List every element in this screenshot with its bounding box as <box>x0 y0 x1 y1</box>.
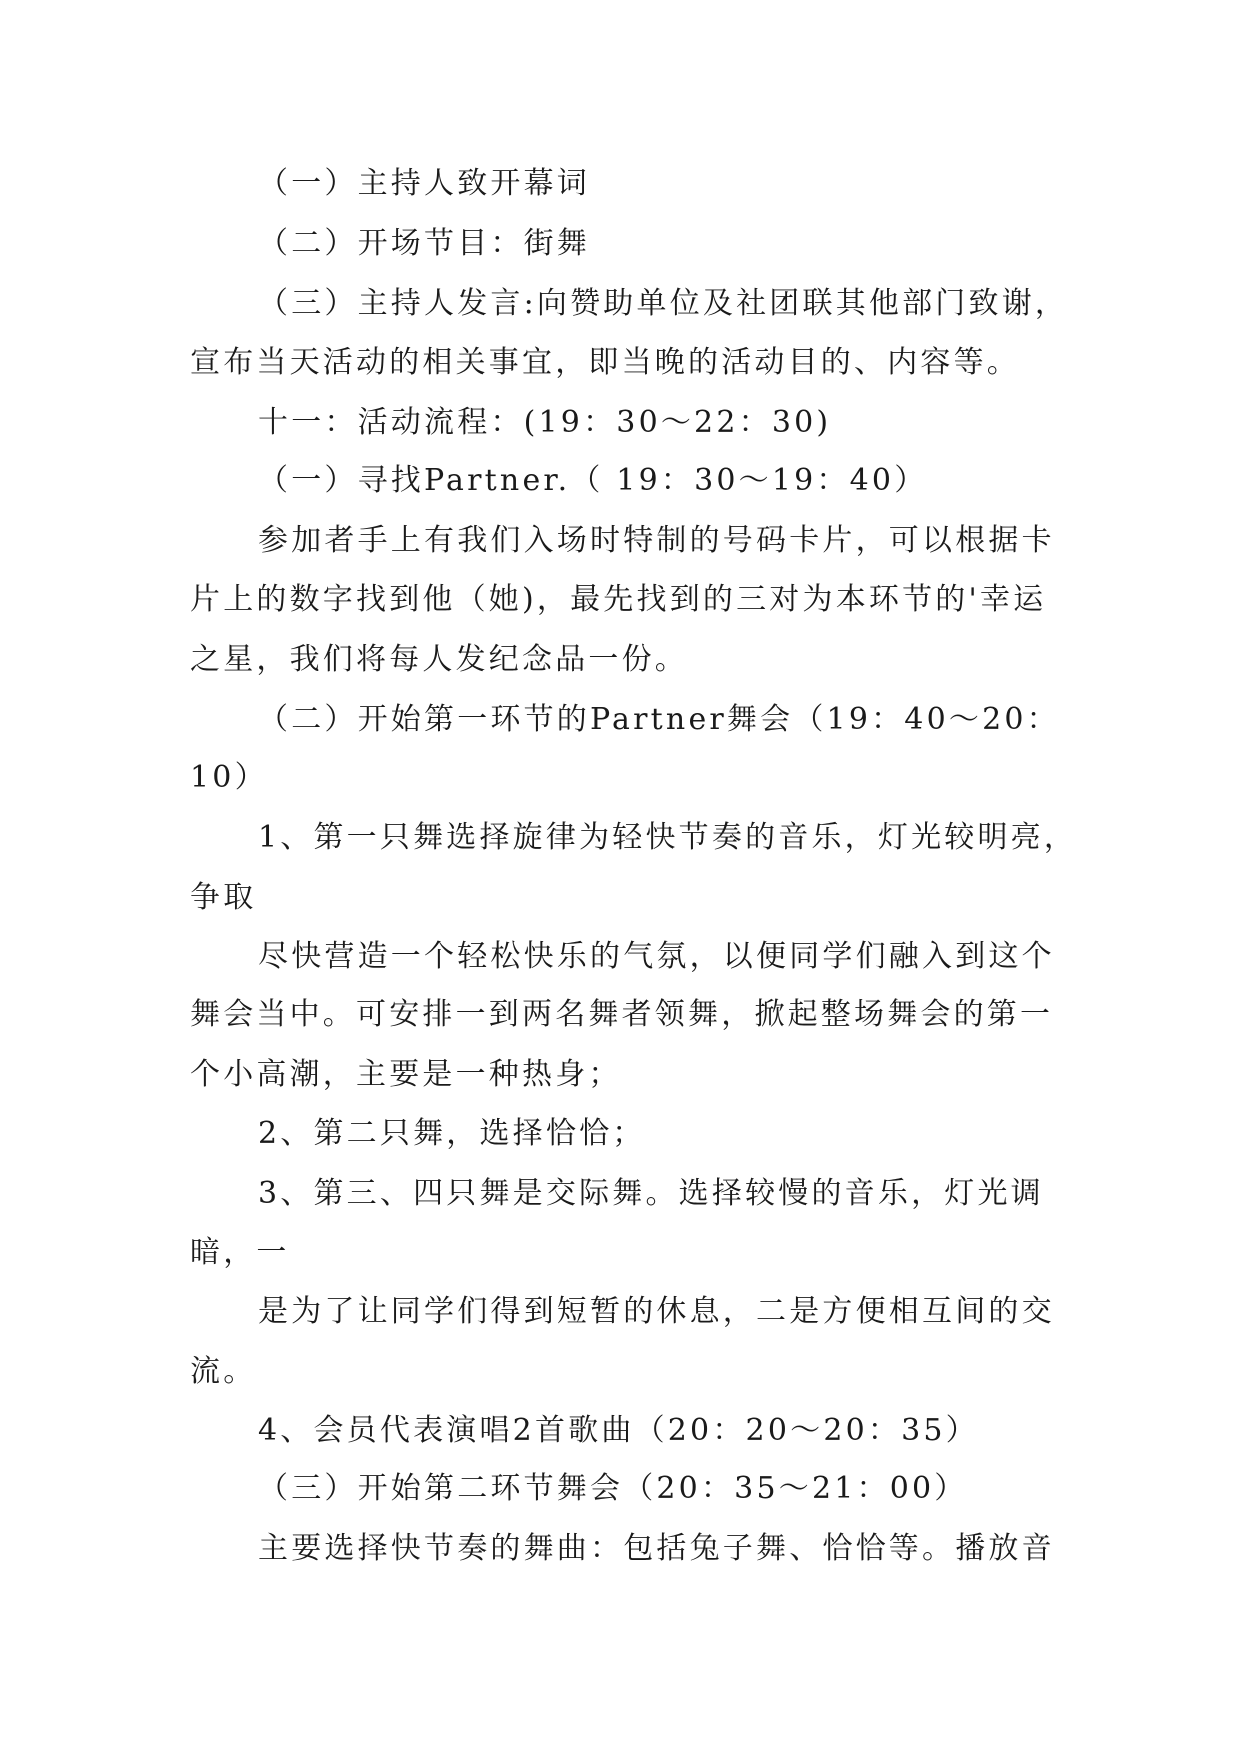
paragraph-line-6: （一）寻找Partner.（ 19：30～19：40） <box>258 463 928 498</box>
paragraph-line-21: 流。 <box>190 1354 257 1389</box>
paragraph-line-24: 主要选择快节奏的舞曲：包括兔子舞、恰恰等。播放音 <box>258 1531 1055 1566</box>
paragraph-line-9: 之星，我们将每人发纪念品一份。 <box>190 642 688 677</box>
paragraph-line-12: 1、第一只舞选择旋律为轻快节奏的音乐，灯光较明亮， <box>258 820 1078 855</box>
paragraph-line-17: 2、第二只舞，选择恰恰； <box>258 1116 646 1151</box>
paragraph-line-23: （三）开始第二环节舞会（20：35～21：00） <box>258 1471 968 1506</box>
paragraph-line-19: 暗，一 <box>190 1235 290 1270</box>
paragraph-line-13: 争取 <box>190 880 257 915</box>
paragraph-line-8: 片上的数字找到他（她)，最先找到的三对为本环节的'幸运 <box>190 582 1047 617</box>
paragraph-line-2: （二）开场节目：街舞 <box>258 226 590 261</box>
paragraph-line-15: 舞会当中。可安排一到两名舞者领舞，掀起整场舞会的第一 <box>190 997 1054 1032</box>
section-heading-process: 十一：活动流程：(19：30～22：30) <box>258 405 832 440</box>
paragraph-line-20: 是为了让同学们得到短暂的休息，二是方便相互间的交 <box>258 1294 1055 1329</box>
paragraph-line-18: 3、第三、四只舞是交际舞。选择较慢的音乐，灯光调 <box>258 1176 1044 1211</box>
paragraph-line-3: （三）主持人发言:向赞助单位及社团联其他部门致谢， <box>258 286 1069 321</box>
paragraph-line-22: 4、会员代表演唱2首歌曲（20：20～20：35） <box>258 1413 979 1448</box>
paragraph-line-1: （一）主持人致开幕词 <box>258 166 590 201</box>
paragraph-line-7: 参加者手上有我们入场时特制的号码卡片，可以根据卡 <box>258 523 1055 558</box>
paragraph-line-4: 宣布当天活动的相关事宜，即当晚的活动目的、内容等。 <box>190 345 1020 380</box>
paragraph-line-10: （二）开始第一环节的Partner舞会（19：40～20： <box>258 702 1060 737</box>
paragraph-line-14: 尽快营造一个轻松快乐的气氛，以便同学们融入到这个 <box>258 939 1055 974</box>
paragraph-line-11: 10） <box>190 760 268 795</box>
paragraph-line-16: 个小高潮，主要是一种热身； <box>190 1057 622 1092</box>
